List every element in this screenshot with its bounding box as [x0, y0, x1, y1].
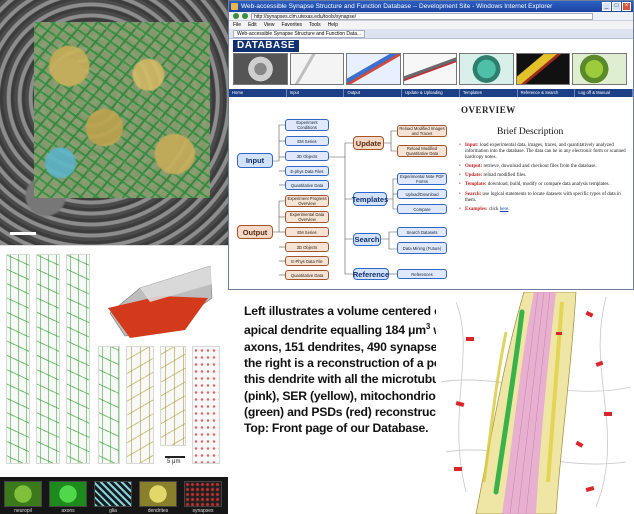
- node-label: E-phys Data Files: [290, 168, 324, 174]
- browser-tab[interactable]: Web-accessible Synapse Structure and Function Data...: [233, 30, 365, 38]
- output-em-series[interactable]: [285, 227, 329, 237]
- brief-text: load experimental data, images, traces, and quantitatively analyzed information into the database. The data can be in any electronic form or scanned hardcopy notes.: [465, 143, 626, 161]
- menu-file[interactable]: File: [233, 22, 242, 28]
- node-label: Compare: [413, 206, 431, 212]
- input-hub-label: Input: [245, 156, 265, 165]
- templates-pdf-forms[interactable]: [397, 173, 447, 185]
- nav-output[interactable]: Output: [344, 89, 402, 97]
- tracing-scale-bar: [165, 456, 185, 458]
- templates-compare[interactable]: [397, 204, 447, 214]
- brief-item-examples: [459, 207, 629, 213]
- thumbnail-glia: [94, 481, 132, 507]
- brief-item-template: [459, 182, 629, 188]
- window-title: Web-accessible Synapse Structure and Function Database -- Development Site - Windows Internet Explorer: [241, 3, 553, 10]
- em-scale-bar: [10, 232, 36, 235]
- nav-logoff-manual[interactable]: Log off & Manual: [575, 89, 633, 97]
- output-hub[interactable]: [237, 225, 273, 239]
- url-field[interactable]: http://synapses.clm.utexas.edu/tools/synapse/: [251, 13, 593, 20]
- thumbnail-label: axons: [61, 508, 75, 514]
- menu-favorites[interactable]: Favorites: [281, 22, 302, 28]
- templates-hub-label: Templates: [351, 194, 389, 204]
- nav-reference-search[interactable]: Reference & Search: [518, 89, 576, 97]
- search-datasets[interactable]: [397, 227, 447, 237]
- menu-edit[interactable]: Edit: [248, 22, 257, 28]
- node-label: EM Series: [297, 138, 317, 144]
- search-data-mining[interactable]: [397, 242, 447, 254]
- internet-explorer-icon: [231, 3, 238, 10]
- nav-home[interactable]: Home: [229, 89, 287, 97]
- reference-references[interactable]: [397, 269, 447, 279]
- input-em-series[interactable]: [285, 136, 329, 146]
- nav-input[interactable]: Input: [287, 89, 345, 97]
- input-3d-objects[interactable]: [285, 151, 329, 161]
- node-label: Experiment Conditions: [296, 120, 318, 130]
- output-experiment-progress[interactable]: [285, 195, 329, 207]
- tab-bar: [229, 29, 633, 39]
- surface-3d-render: [100, 258, 220, 340]
- examples-link[interactable]: here: [499, 206, 509, 212]
- thumbnail-label: synapses: [192, 508, 214, 514]
- dendrite-tracing-strip-6: [160, 346, 186, 446]
- thumbnail-bar: [0, 477, 228, 514]
- node-label: Experimental Note PDF Forms: [400, 174, 444, 184]
- back-icon[interactable]: [233, 13, 239, 19]
- node-label: 3D Objects: [296, 244, 318, 250]
- close-button[interactable]: ×: [622, 2, 631, 11]
- dendrite-tracing-strip-3: [66, 254, 90, 464]
- menu-tools[interactable]: Tools: [309, 22, 321, 28]
- node-label: Quantitative Data: [290, 182, 324, 188]
- node-label: References: [411, 271, 433, 277]
- brief-item-update: [459, 173, 629, 179]
- menu-bar: [229, 21, 633, 29]
- nav-templates[interactable]: Templates: [460, 89, 518, 97]
- node-label: 3D Objects: [296, 153, 318, 159]
- overview-heading: OVERVIEW: [461, 105, 516, 115]
- update-hub-label: Update: [355, 138, 382, 148]
- caption-text: Left illustrates a volume centered on an apical dendrite equalling 184 μm: [244, 304, 466, 338]
- tracing-scale-label: 5 μm: [167, 459, 181, 465]
- database-site: [229, 39, 633, 289]
- caption-text-continued: with 446 axons, 151 dendrites, 490 synapses. At the right is a reconstruction of a portion of this dendrite with all the microtubules (pink), SER (yellow), mitochondrion (green) and PSDs (red) reconstructed. Top: Front page of our Database.: [244, 323, 482, 436]
- brief-text: retrieve, download and checkout files from the database.: [482, 164, 597, 170]
- templates-upload-download[interactable]: [397, 189, 447, 199]
- update-hub[interactable]: [353, 136, 384, 150]
- node-label: Data Mining (Future): [402, 245, 442, 251]
- brief-keyword: Search:: [465, 191, 482, 197]
- thumbnail-neuropil: [4, 481, 42, 507]
- brief-description-list: [459, 143, 629, 216]
- node-label: Search Datasets: [406, 229, 438, 235]
- search-hub[interactable]: [353, 233, 381, 246]
- synapse-tracing-strip: [192, 346, 220, 464]
- brief-text-tail: .: [508, 206, 510, 212]
- node-label: Reload Modified Images and Traces: [399, 126, 445, 136]
- tracings-panel: [0, 245, 228, 514]
- maximize-button[interactable]: □: [612, 2, 621, 11]
- menu-help[interactable]: Help: [327, 22, 338, 28]
- dendrite-tracing-strip-1: [6, 254, 30, 464]
- input-ephys-data-files[interactable]: [285, 166, 329, 176]
- brief-item-search: [459, 192, 629, 204]
- output-hub-label: Output: [242, 227, 268, 237]
- brief-keyword: Input:: [465, 143, 479, 148]
- brief-item-input: [459, 143, 629, 161]
- node-label: EM Series: [297, 229, 317, 235]
- thumbnail-label: glia: [109, 508, 117, 514]
- output-3d-objects[interactable]: [285, 242, 329, 252]
- database-logo[interactable]: DATABASE: [233, 40, 299, 52]
- input-experiment-conditions[interactable]: [285, 119, 329, 131]
- forward-icon[interactable]: [242, 13, 248, 19]
- node-label: Quantitative Data: [290, 272, 324, 278]
- output-ephys-data-file[interactable]: [285, 256, 329, 266]
- reference-hub-label: Reference: [352, 269, 390, 279]
- browser-titlebar: [229, 1, 633, 12]
- node-label: Upload/Download: [405, 191, 439, 197]
- thumbnail-synapses: [184, 481, 222, 507]
- node-label: Experimental Data Overview: [289, 212, 325, 222]
- minimize-button[interactable]: _: [602, 2, 611, 11]
- thumbnail-axons: [49, 481, 87, 507]
- reference-hub[interactable]: [353, 268, 389, 280]
- node-label: Reload Modified Quantitative Data: [405, 146, 439, 156]
- dendrite-tracing-strip-4: [98, 346, 120, 464]
- nav-update[interactable]: Update & Uploading: [402, 89, 460, 97]
- dendrite-tracing-strip-2: [36, 254, 60, 464]
- menu-view[interactable]: View: [263, 22, 275, 28]
- thumbnail-label: dendrites: [147, 508, 169, 514]
- search-hub-label: Search: [354, 235, 380, 244]
- brief-keyword: Output:: [465, 164, 483, 170]
- input-hub[interactable]: [237, 153, 273, 168]
- brief-keyword: Template:: [465, 182, 487, 188]
- browser-window: [228, 0, 634, 290]
- input-quantitative-data[interactable]: [285, 180, 329, 190]
- dendrite-reconstruction: [436, 292, 634, 514]
- output-experimental-data-overview[interactable]: [285, 211, 329, 223]
- node-label: E-Phys Data File: [291, 258, 323, 264]
- brief-keyword: Update:: [465, 173, 483, 179]
- templates-hub[interactable]: [353, 192, 387, 206]
- brief-keyword: Examples:: [465, 206, 488, 212]
- brief-text: download, build, modify or compare data analysis templates.: [486, 182, 610, 188]
- node-label: Experiment Progress Overview: [287, 196, 327, 206]
- thumbnail-dendrites: [139, 481, 177, 507]
- update-reload-images[interactable]: [397, 125, 447, 137]
- em-micrograph-panel: [0, 0, 228, 245]
- update-reload-quantitative[interactable]: [397, 145, 447, 157]
- em-reconstruction-overlay: [34, 22, 210, 198]
- thumbnail-label: neuropil: [14, 508, 32, 514]
- output-quantitative-data[interactable]: [285, 270, 329, 280]
- brief-item-output: [459, 164, 629, 170]
- brief-text: reload modified files.: [482, 173, 527, 179]
- brief-text: click: [487, 206, 500, 212]
- address-bar: [229, 12, 633, 21]
- brief-description-heading: Brief Description: [497, 127, 564, 137]
- dendrite-tracing-strip-5: [126, 346, 154, 464]
- brief-text: use logical statements to locate datasets with specific types of data in them.: [465, 191, 621, 203]
- caption-superscript: 3: [425, 322, 431, 332]
